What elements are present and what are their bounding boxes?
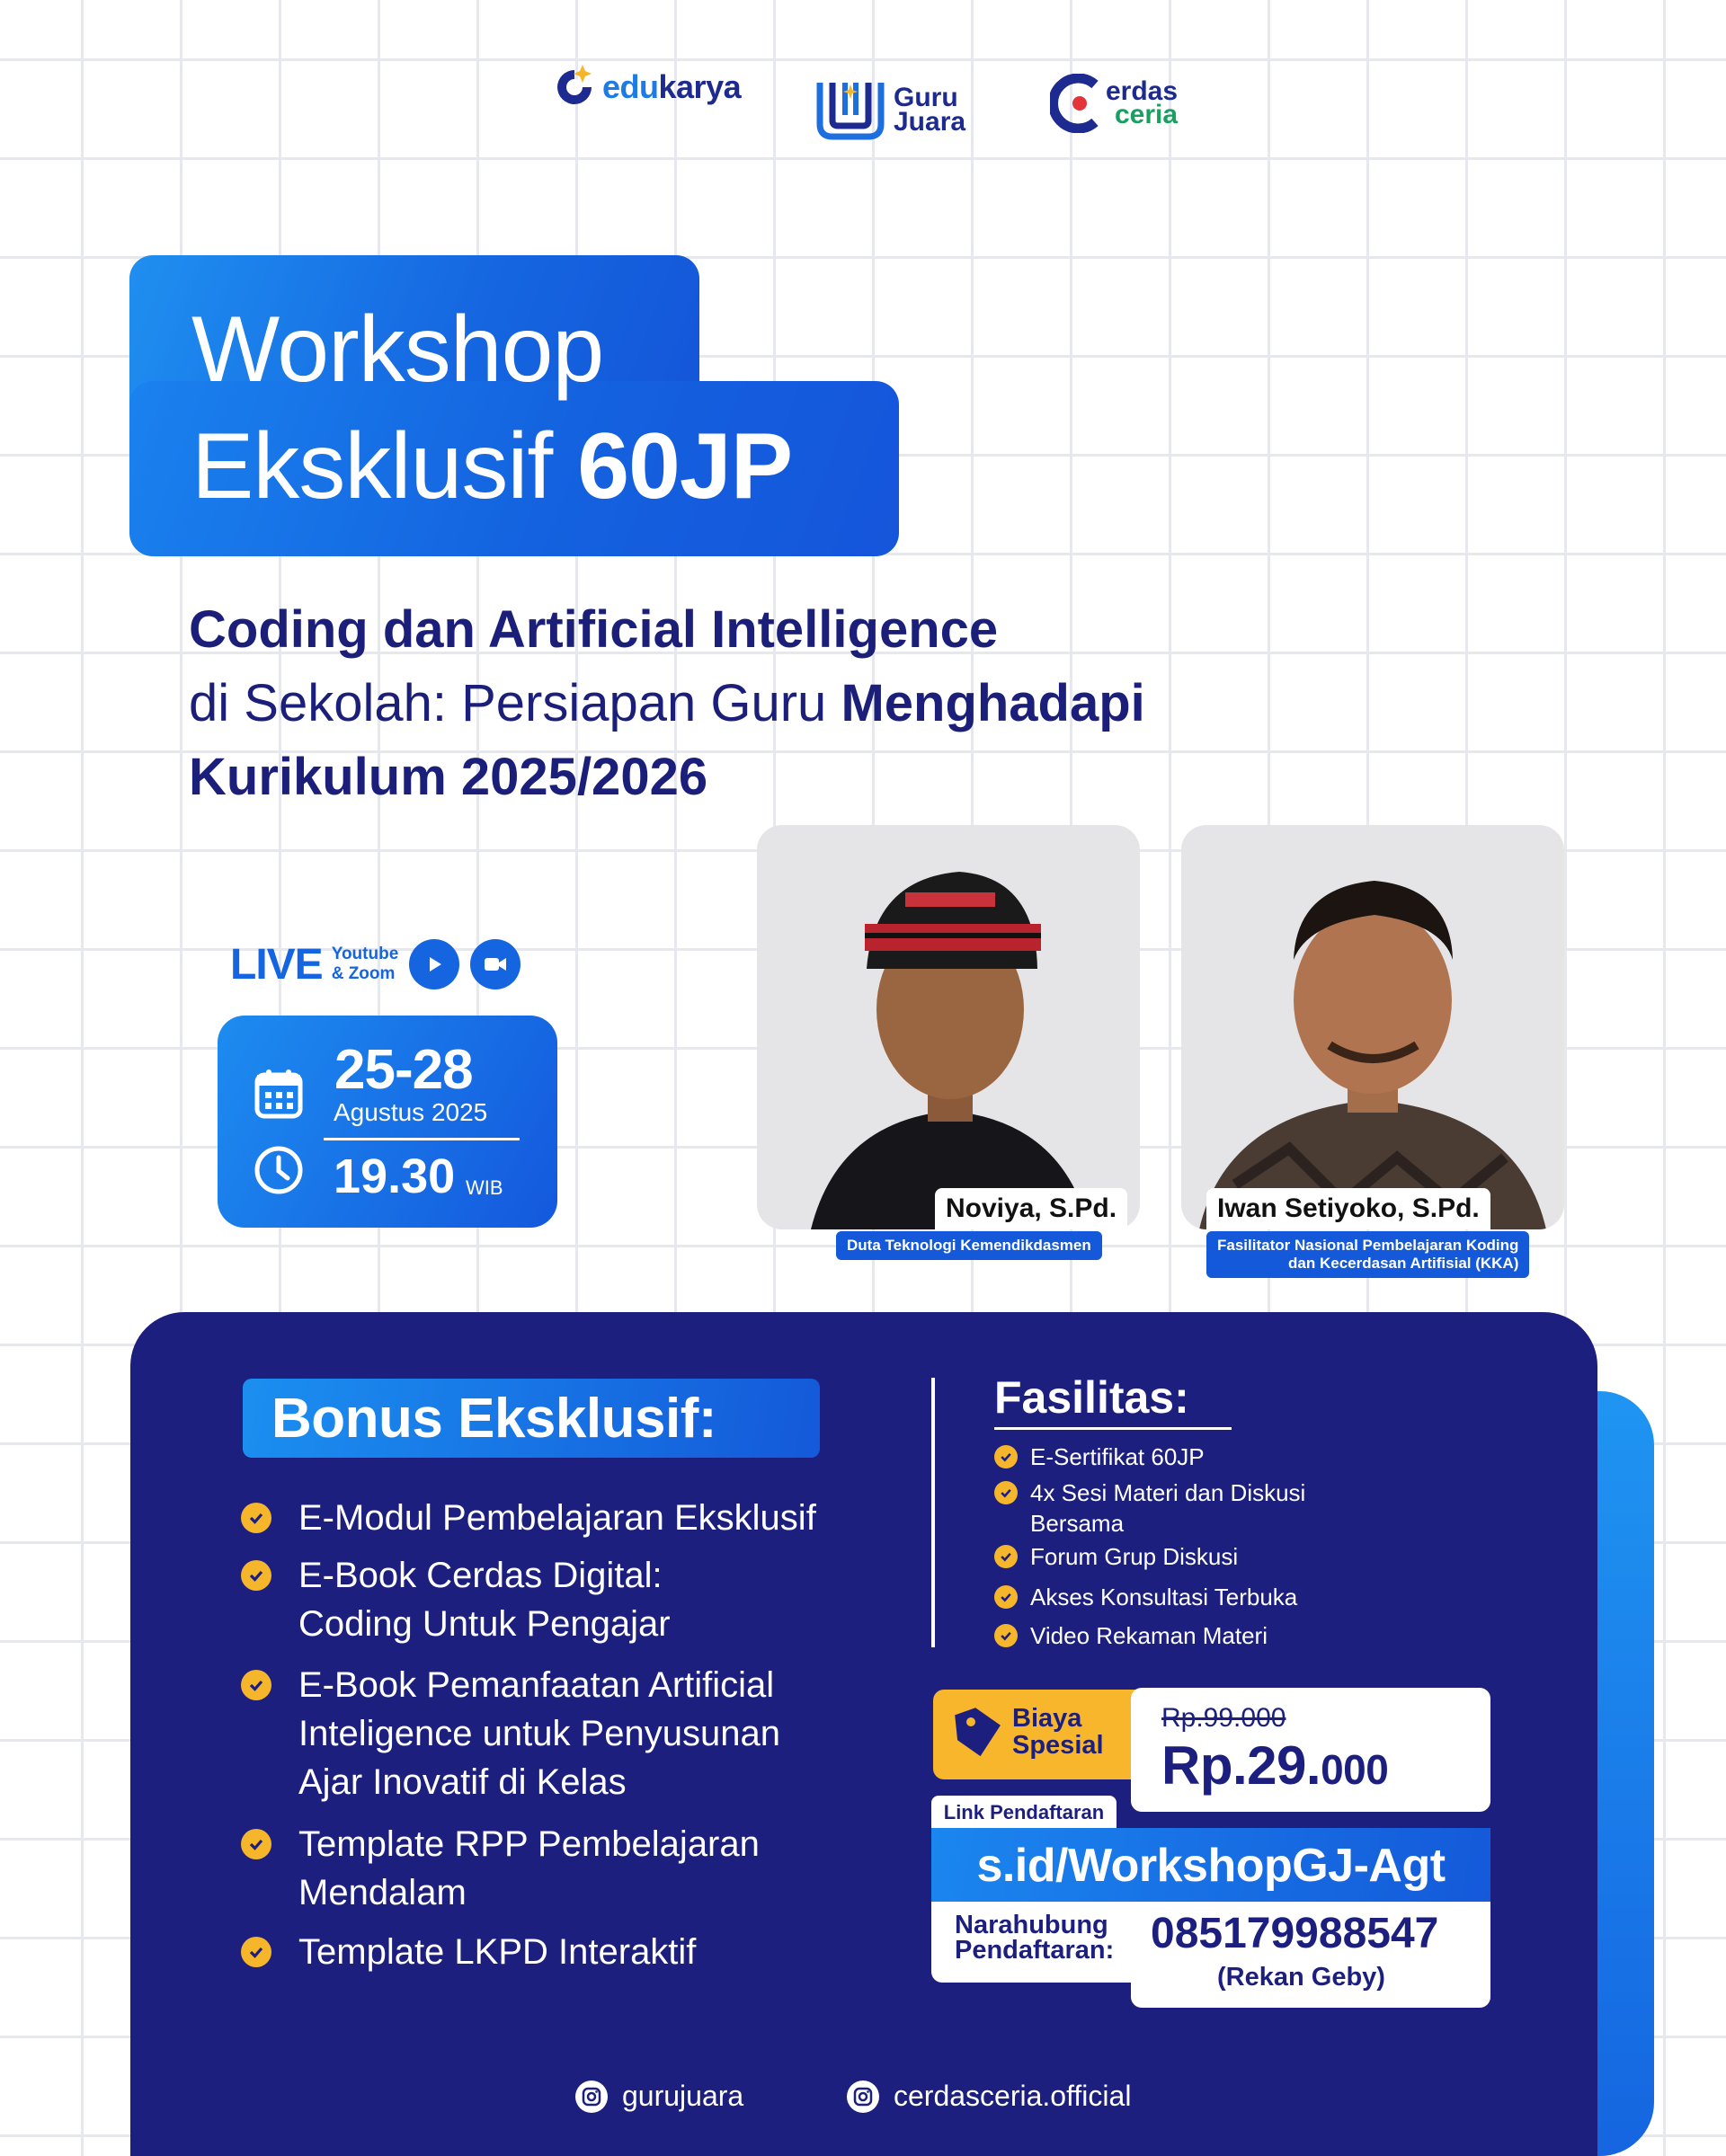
edukarya-mark-icon bbox=[550, 63, 599, 111]
cerdasceria-mark-icon bbox=[1050, 74, 1102, 133]
bonus-item bbox=[241, 1928, 696, 1976]
fasilitas-item-4-line1: Akses Konsultasi Terbuka bbox=[1030, 1584, 1298, 1610]
old-price: Rp.99.000 bbox=[1161, 1703, 1286, 1733]
social-cerdasceria[interactable] bbox=[847, 2080, 1131, 2113]
live-indicator bbox=[230, 939, 520, 989]
gurujuara-logo-line1: Guru bbox=[894, 83, 958, 112]
edukarya-logo bbox=[550, 63, 741, 111]
video-camera-icon bbox=[470, 939, 520, 989]
bonus-item-1-line1: E-Modul Pembelajaran Eksklusif bbox=[298, 1498, 816, 1538]
speaker-2-name: Iwan Setiyoko, S.Pd. bbox=[1206, 1188, 1490, 1229]
check-icon bbox=[994, 1624, 1018, 1647]
bonus-item-4-line2: Mendalam bbox=[298, 1873, 467, 1912]
live-platforms bbox=[332, 945, 399, 984]
bonus-item-2-line2: Coding Untuk Pengajar bbox=[298, 1604, 671, 1644]
bonus-heading: Bonus Eksklusif: bbox=[243, 1379, 820, 1458]
cerdasceria-logo-line2: ceria bbox=[1115, 100, 1179, 129]
live-platform-line2: & Zoom bbox=[331, 964, 396, 983]
price-label-line2: Spesial bbox=[1012, 1731, 1104, 1760]
contact-name: (Rekan Geby) bbox=[1217, 1963, 1385, 1992]
title-line2-bold: 60JP bbox=[577, 414, 793, 519]
speaker-photo-2 bbox=[1181, 825, 1564, 1229]
fasilitas-item bbox=[994, 1541, 1238, 1572]
fasilitas-item-5-line1: Video Rekaman Materi bbox=[1030, 1622, 1268, 1649]
check-icon bbox=[241, 1670, 271, 1700]
check-icon bbox=[241, 1560, 271, 1591]
fasilitas-heading: Fasilitas: bbox=[994, 1372, 1189, 1423]
live-platform-line1: Youtube bbox=[331, 945, 399, 963]
cerdasceria-logo bbox=[1050, 74, 1178, 133]
fasilitas-item-2-line2: Bersama bbox=[1030, 1510, 1125, 1537]
contact-label-line2: Pendaftaran: bbox=[955, 1936, 1115, 1965]
title-line2-regular: Eksklusif bbox=[191, 414, 578, 519]
check-icon bbox=[241, 1503, 271, 1533]
speaker-2-role bbox=[1206, 1231, 1529, 1278]
bonus-item bbox=[241, 1661, 780, 1806]
check-icon bbox=[994, 1445, 1018, 1468]
cerdasceria-logo-line1: erdas bbox=[1106, 76, 1179, 106]
speaker-photo-1 bbox=[757, 825, 1140, 1229]
new-price-main: Rp.29. bbox=[1161, 1735, 1321, 1796]
instagram-icon bbox=[847, 2081, 879, 2113]
subtitle-line3: Kurikulum 2025/2026 bbox=[189, 748, 708, 806]
check-icon bbox=[241, 1829, 271, 1859]
speaker-2-portrait bbox=[1181, 825, 1564, 1229]
fasilitas-underline bbox=[994, 1427, 1232, 1430]
bonus-item bbox=[241, 1551, 671, 1648]
registration-link[interactable]: s.id/WorkshopGJ-Agt bbox=[931, 1828, 1490, 1903]
new-price-tail: 000 bbox=[1321, 1746, 1389, 1793]
price-tag-icon bbox=[953, 1704, 1005, 1761]
gurujuara-mark-icon bbox=[816, 79, 885, 140]
schedule-month-year: Agustus 2025 bbox=[334, 1098, 488, 1126]
contact-phone[interactable]: 085179988547 bbox=[1151, 1910, 1439, 1957]
check-icon bbox=[994, 1545, 1018, 1568]
contact-label bbox=[955, 1912, 1114, 1963]
speaker-2-role-line1: Fasilitator Nasional Pembelajaran Koding bbox=[1217, 1237, 1519, 1254]
schedule-dates: 25-28 bbox=[334, 1039, 473, 1101]
fasilitas-item bbox=[994, 1620, 1268, 1651]
bonus-item bbox=[241, 1820, 760, 1917]
subtitle bbox=[189, 593, 1357, 814]
bonus-item-4-line1: Template RPP Pembelajaran bbox=[298, 1824, 760, 1864]
fasilitas-item bbox=[994, 1477, 1305, 1539]
clock-icon bbox=[254, 1145, 304, 1195]
title-line2 bbox=[191, 413, 792, 520]
price-label-line1: Biaya bbox=[1012, 1704, 1082, 1733]
bonus-item-3-line3: Ajar Inovatif di Kelas bbox=[298, 1762, 627, 1802]
speaker-1-name: Noviya, S.Pd. bbox=[935, 1188, 1127, 1229]
fasilitas-item-1-line1: E-Sertifikat 60JP bbox=[1030, 1443, 1205, 1470]
gurujuara-logo-line2: Juara bbox=[894, 107, 966, 137]
check-icon bbox=[994, 1481, 1018, 1504]
subtitle-line1: Coding dan Artificial Intelligence bbox=[189, 600, 999, 659]
new-price bbox=[1161, 1735, 1388, 1797]
check-icon bbox=[241, 1937, 271, 1967]
title-line1: Workshop bbox=[191, 297, 604, 402]
play-icon bbox=[409, 939, 459, 989]
subtitle-line2-regular: di Sekolah: Persiapan Guru bbox=[189, 674, 841, 732]
fasilitas-item-3-line1: Forum Grup Diskusi bbox=[1030, 1543, 1239, 1570]
subtitle-line2-bold: Menghadapi bbox=[841, 674, 1145, 732]
speaker-2-role-line2: dan Kecerdasan Artifisial (KKA) bbox=[1288, 1255, 1519, 1272]
bonus-item-5-line1: Template LKPD Interaktif bbox=[298, 1932, 697, 1972]
bonus-item-3-line1: E-Book Pemanfaatan Artificial bbox=[298, 1665, 775, 1705]
live-label: LIVE bbox=[230, 940, 323, 989]
fasilitas-item-2-line1: 4x Sesi Materi dan Diskusi bbox=[1030, 1479, 1306, 1506]
edukarya-logo-text-karya: karya bbox=[658, 68, 742, 105]
price-label bbox=[1012, 1705, 1104, 1759]
bonus-item-3-line2: Inteligence untuk Penyusunan bbox=[298, 1714, 780, 1753]
schedule-timezone: WIB bbox=[466, 1176, 503, 1199]
speaker-1-portrait bbox=[757, 825, 1140, 1229]
registration-link-label: Link Pendaftaran bbox=[931, 1796, 1117, 1830]
bonus-item bbox=[241, 1494, 816, 1542]
calendar-icon bbox=[254, 1068, 304, 1120]
fasilitas-item bbox=[994, 1442, 1205, 1472]
fasilitas-item bbox=[994, 1582, 1297, 1612]
schedule-time: 19.30 bbox=[334, 1149, 456, 1203]
social-gurujuara[interactable] bbox=[575, 2080, 743, 2113]
speaker-1-role: Duta Teknologi Kemendikdasmen bbox=[836, 1231, 1102, 1260]
check-icon bbox=[994, 1585, 1018, 1609]
gurujuara-logo bbox=[816, 79, 965, 140]
edukarya-logo-text-edu: edu bbox=[602, 68, 659, 105]
instagram-icon bbox=[575, 2081, 608, 2113]
social-handle-gurujuara: gurujuara bbox=[622, 2080, 744, 2112]
schedule-divider bbox=[324, 1138, 520, 1140]
social-handle-cerdasceria: cerdasceria.official bbox=[894, 2080, 1132, 2112]
bonus-item-2-line1: E-Book Cerdas Digital: bbox=[298, 1556, 663, 1595]
section-divider bbox=[931, 1378, 935, 1647]
contact-label-line1: Narahubung bbox=[955, 1911, 1108, 1939]
